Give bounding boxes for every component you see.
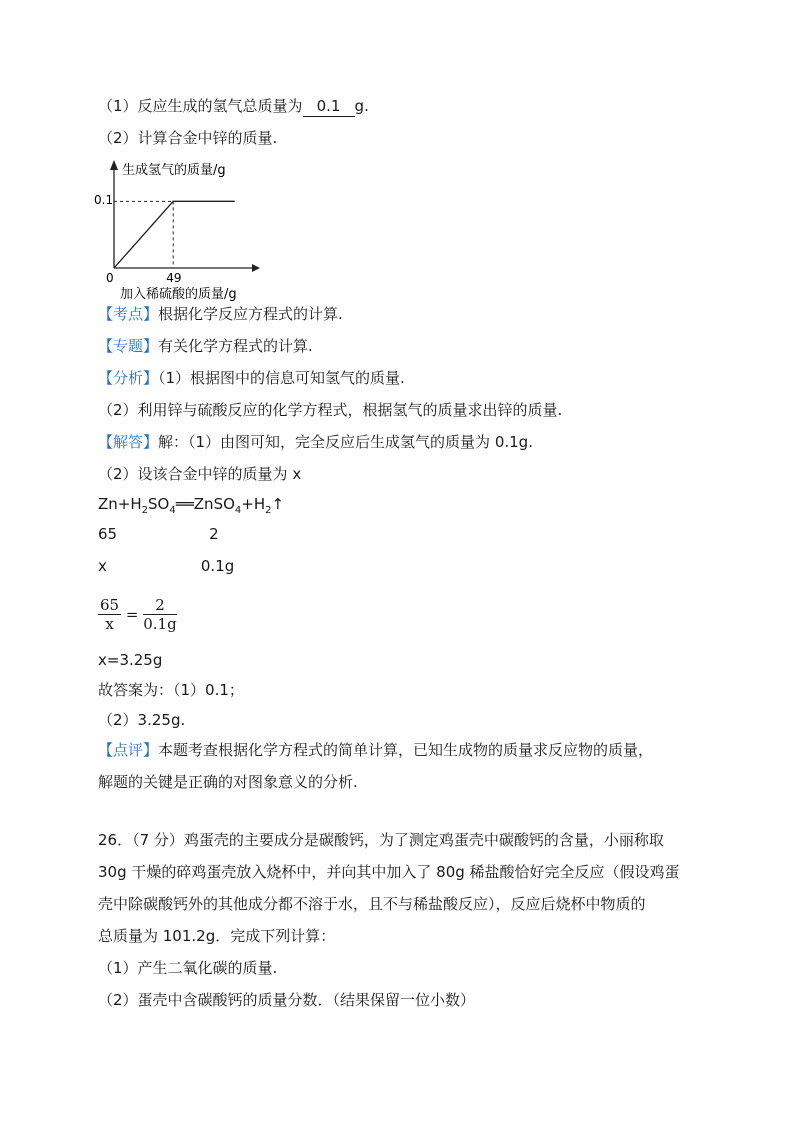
answer-line: 故答案为：（1）0.1；	[98, 681, 244, 699]
x-axis-arrow	[252, 264, 260, 272]
y-tick-label: 0.1	[94, 193, 114, 207]
ratio-right: 0.1g	[200, 557, 235, 575]
eq-part: Zn+H	[98, 495, 142, 513]
jieda-line-2: （2）设该合金中锌的质量为 x	[98, 465, 302, 483]
eq-part: ZnSO	[193, 495, 235, 513]
question-26-part-1: （1）产生二氧化碳的质量.	[98, 959, 278, 977]
question-26-line: 30g 干燥的碎鸡蛋壳放入烧杯中，并向其中加入了 80g 稀盐酸恰好完全反应（假设鸡蛋	[98, 863, 680, 881]
answer-blank: 0.1	[303, 96, 355, 117]
eq-sub: 2	[141, 505, 149, 516]
gas-arrow: ↑	[271, 495, 285, 513]
question-26-line: 26．（7 分）鸡蛋壳的主要成分是碳酸钙，为了测定鸡蛋壳中碳酸钙的含量，小丽称取	[98, 831, 664, 849]
question-26-part-2: （2）蛋壳中含碳酸钙的质量分数．（结果保留一位小数）	[98, 991, 476, 1009]
dianping-line-2: 解题的关键是正确的对图象意义的分析.	[98, 773, 358, 791]
eq-sub: 4	[234, 505, 242, 516]
question-1-text: （1）反应生成的氢气总质量为	[98, 97, 303, 115]
zhuanti-tag: 【专题】	[98, 337, 159, 355]
y-axis-label: 生成氢气的质量/g	[122, 163, 226, 178]
eq-sign: ══	[175, 495, 194, 513]
dianping-tag: 【点评】	[98, 741, 159, 759]
question-26-line: 总质量为 101.2g．完成下列计算：	[98, 927, 336, 945]
result-line: x=3.25g	[98, 651, 163, 669]
x-axis-label: 加入稀硫酸的质量/g	[120, 287, 237, 302]
answer-line-2: （2）3.25g.	[98, 711, 186, 729]
zhuanti-line	[98, 336, 313, 356]
origin-label: 0	[106, 271, 114, 285]
fraction-denominator: 0.1g	[143, 615, 177, 633]
ratio-line-2	[98, 556, 234, 576]
eq-part: SO	[148, 495, 170, 513]
jieda-tag: 【解答】	[98, 433, 159, 451]
ratio-left: x	[98, 557, 107, 575]
proportion-fraction	[98, 596, 177, 633]
hydrogen-chart	[92, 158, 272, 303]
eq-sub: 2	[265, 505, 272, 516]
question-2: （2）计算合金中锌的质量.	[98, 129, 278, 147]
zhuanti-text: 有关化学方程式的计算.	[158, 337, 313, 355]
ratio-left: 65	[98, 525, 118, 543]
hydrogen-curve	[114, 201, 235, 268]
question-1	[98, 96, 369, 117]
fenxi-line-2: （2）利用锌与硫酸反应的化学方程式，根据氢气的质量求出锌的质量.	[98, 401, 563, 419]
fraction-numerator: 65	[100, 596, 120, 614]
ratio-right: 2	[209, 525, 219, 543]
fraction-equals: =	[125, 605, 139, 624]
jieda-line	[98, 432, 533, 452]
ratio-line-1	[98, 524, 219, 544]
chemical-equation	[98, 494, 284, 521]
y-axis-arrow	[110, 160, 118, 170]
question-1-unit: g.	[354, 97, 369, 115]
fenxi-tag: 【分析】	[98, 369, 159, 387]
fraction-denominator: x	[105, 615, 114, 633]
dianping-text: 本题考查根据化学方程式的简单计算，已知生成物的质量求反应物的质量，	[158, 741, 654, 759]
eq-sub: 4	[169, 505, 176, 516]
kaodian-line	[98, 304, 343, 324]
question-26-line: 壳中除碳酸钙外的其他成分都不溶于水，且不与稀盐酸反应），反应后烧杯中物质的	[98, 895, 646, 913]
fenxi-text: （1）根据图中的信息可知氢气的质量.	[158, 369, 405, 387]
jieda-text: 解：（1）由图可知，完全反应后生成氢气的质量为 0.1g.	[158, 433, 533, 451]
dianping-line	[98, 740, 653, 760]
kaodian-text: 根据化学反应方程式的计算.	[158, 305, 343, 323]
fraction-numerator: 2	[143, 596, 176, 615]
kaodian-tag: 【考点】	[98, 305, 159, 323]
fenxi-line	[98, 368, 405, 388]
eq-part: +H	[241, 495, 266, 513]
x-tick-label: 49	[166, 271, 182, 285]
